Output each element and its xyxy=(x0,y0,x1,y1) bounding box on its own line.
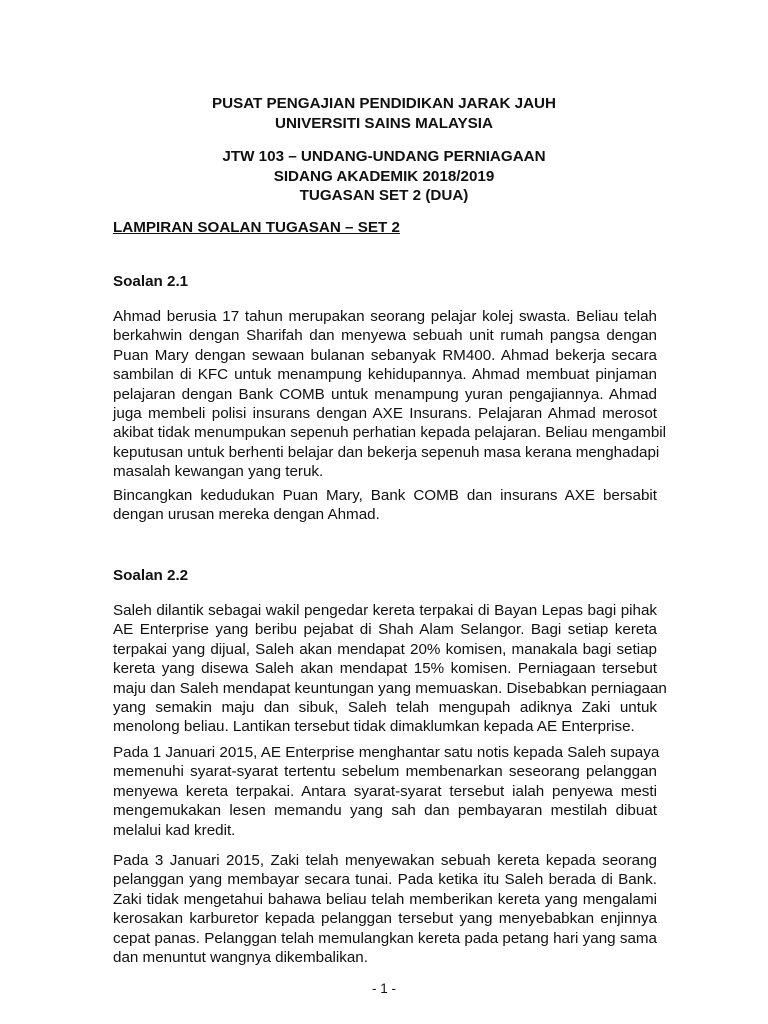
paragraph-line: kerosakan karburetor kepada pelanggan tersebut yang menyebabkan enjinnya xyxy=(113,910,657,928)
paragraph-line: cepat panas. Pelanggan telah memulangkan kereta pada petang hari yang sama xyxy=(113,929,657,947)
paragraph-line: memenuhi syarat-syarat tertentu sebelum membenarkan seseorang pelanggan xyxy=(113,763,657,781)
course-header xyxy=(0,147,768,206)
paragraph-line: terpakai yang dijual, Saleh akan mendapat 20% komisen, manakala bagi setiap xyxy=(113,640,657,658)
paragraph-line: pelanggan yang membayar secara tunai. Pada ketika itu Saleh berada di Bank. xyxy=(113,871,657,889)
institution-header xyxy=(0,94,768,133)
question-2-2-paragraph-2 xyxy=(113,743,660,840)
question-2-1-paragraph-1 xyxy=(113,307,667,482)
paragraph-line: Pada 3 Januari 2015, Zaki telah menyewakan sebuah kereta kepada seorang xyxy=(113,852,657,869)
course-title-line: JTW 103 – UNDANG-UNDANG PERNIAGAAN xyxy=(222,148,546,165)
question-2-2-paragraph-1 xyxy=(113,601,667,737)
paragraph-line: pelajaran dengan Bank COMB untuk menampung yuran pengajiannya. Ahmad xyxy=(113,385,657,403)
question-2-1-paragraph-2 xyxy=(113,486,657,525)
paragraph-line: melalui kad kredit. xyxy=(113,821,236,839)
paragraph-line: kereta yang disewa Saleh akan mendapat 15% komisen. Perniagaan tersebut xyxy=(113,660,657,678)
paragraph-line: Bincangkan kedudukan Puan Mary, Bank COMB dan insurans AXE bersabit xyxy=(113,487,657,504)
paragraph-line: dengan urusan mereka dengan Ahmad. xyxy=(113,506,380,524)
paragraph-line: yang semakin maju dan sibuk, Saleh telah mengupah adiknya Zaki untuk xyxy=(113,699,657,717)
assignment-set-line: TUGASAN SET 2 (DUA) xyxy=(299,187,469,204)
university-name-line: UNIVERSITI SAINS MALAYSIA xyxy=(274,114,493,132)
paragraph-line: maju dan Saleh mendapat keuntungan yang memuaskan. Disebabkan perniagaan xyxy=(113,679,667,697)
paragraph-line: Zaki tidak mengetahui bahawa beliau telah memberikan kereta yang mengalami xyxy=(113,890,657,908)
paragraph-line: masalah kewangan yang teruk. xyxy=(113,463,324,481)
paragraph-line: Ahmad berusia 17 tahun merupakan seorang pelajar kolej swasta. Beliau telah xyxy=(113,308,657,325)
paragraph-line: AE Enterprise yang beribu pejabat di Shah Alam Selangor. Bagi setiap kereta xyxy=(113,621,657,639)
paragraph-line: Puan Mary dengan sewaan bulanan sebanyak RM400. Ahmad bekerja secara xyxy=(113,346,657,364)
paragraph-line: mengemukakan lesen memandu yang sah dan pembayaran mestilah dibuat xyxy=(113,802,657,820)
paragraph-line: menolong beliau. Lantikan tersebut tidak dimaklumkan kepada AE Enterprise. xyxy=(113,718,635,736)
paragraph-line: dan menuntut wangnya dikembalikan. xyxy=(113,949,368,967)
paragraph-line: menyewa kereta terpakai. Antara syarat-syarat tersebut ialah penyewa mesti xyxy=(113,782,657,800)
paragraph-line: sambilan di KFC untuk menampung kehidupannya. Ahmad membuat pinjaman xyxy=(113,366,657,384)
paragraph-line: keputusan untuk berhenti belajar dan bekerja sepenuh masa kerana menghadapi xyxy=(113,443,660,461)
question-2-2-title: Soalan 2.2 xyxy=(113,567,189,584)
paragraph-line: juga membeli polisi insurans dengan AXE Insurans. Pelajaran Ahmad merosot xyxy=(113,405,657,423)
question-2-1-title: Soalan 2.1 xyxy=(113,273,189,290)
paragraph-line: Pada 1 Januari 2015, AE Enterprise menghantar satu notis kepada Saleh supaya xyxy=(113,744,660,761)
attachment-title: LAMPIRAN SOALAN TUGASAN – SET 2 xyxy=(113,219,400,236)
page-number: - 1 - xyxy=(371,981,396,996)
question-2-2-paragraph-3 xyxy=(113,851,657,967)
academic-session-line: SIDANG AKADEMIK 2018/2019 xyxy=(273,167,495,185)
paragraph-line: akibat tidak menumpukan sepenuh perhatian kepada pelajaran. Beliau mengambil xyxy=(113,424,667,442)
paragraph-line: Saleh dilantik sebagai wakil pengedar kereta terpakai di Bayan Lepas bagi pihak xyxy=(113,602,657,619)
paragraph-line: berkahwin dengan Sharifah dan menyewa sebuah unit rumah pangsa dengan xyxy=(113,327,657,345)
institution-name-line: PUSAT PENGAJIAN PENDIDIKAN JARAK JAUH xyxy=(211,95,556,112)
